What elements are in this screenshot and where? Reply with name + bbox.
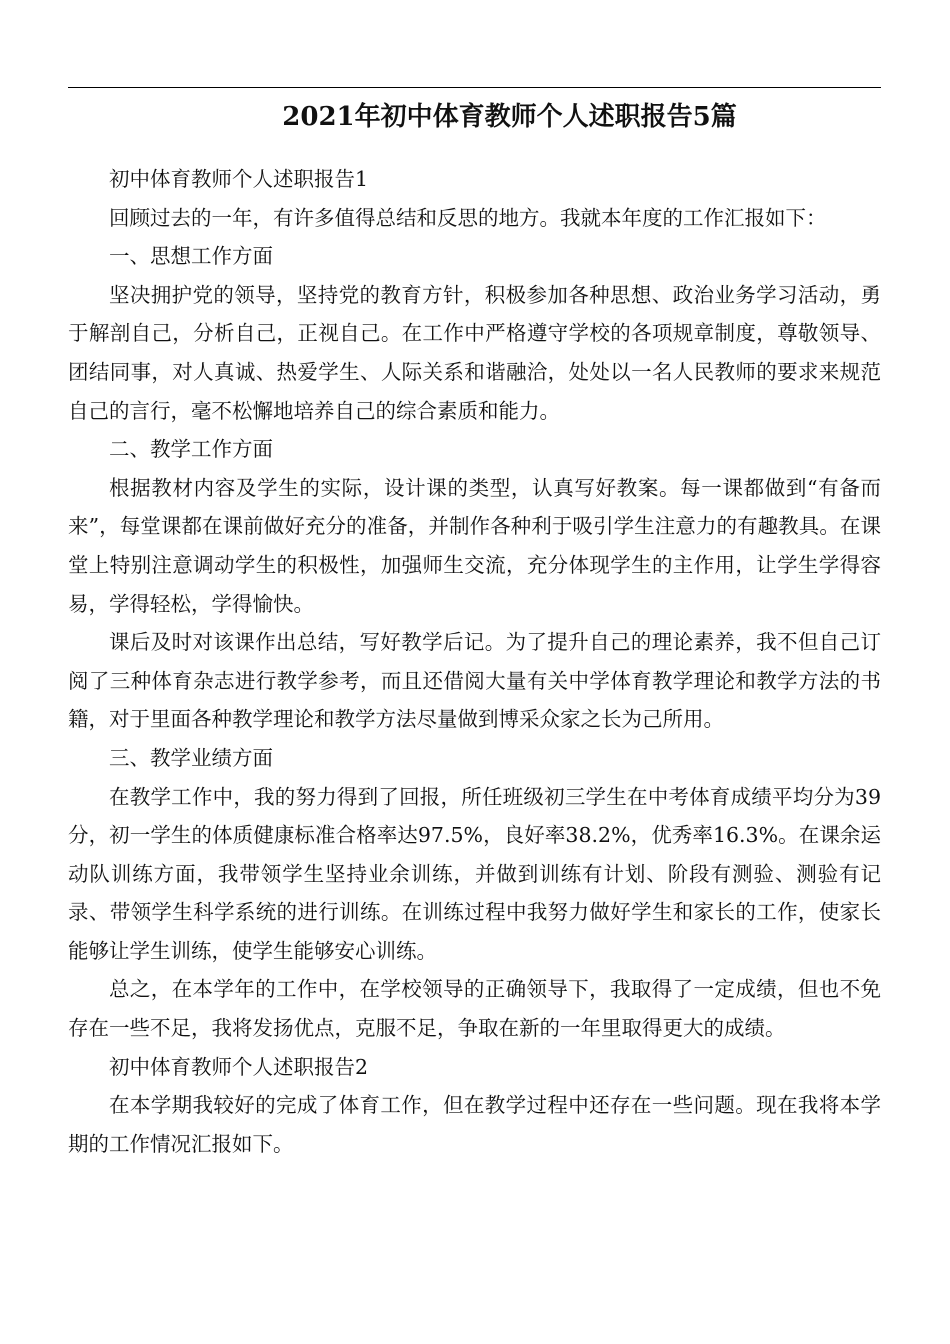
- section-heading-teaching: 二、教学工作方面: [109, 437, 273, 462]
- teaching-paragraph-1: 根据教材内容及学生的实际，设计课的类型，认真写好教案。每一课都做到“有备而来”，每堂课都在课前做好充分的准备，并制作各种利于吸引学生注意力的有趣教具。在课堂上特别注意调动学生的积极性，加强师生交流，充分体现学生的主作用，让学生学得容易，学得轻松，学得愉快。: [68, 475, 881, 616]
- section-heading-report-1: 初中体育教师个人述职报告1: [109, 167, 369, 191]
- section-heading-report-2: 初中体育教师个人述职报告2: [109, 1054, 369, 1079]
- section-heading-ideology: 一、思想工作方面: [109, 244, 273, 269]
- section-heading-performance: 三、教学业绩方面: [109, 745, 273, 770]
- intro-paragraph: 回顾过去的一年，有许多值得总结和反思的地方。我就本年度的工作汇报如下：: [109, 205, 827, 230]
- document-title: 2021年初中体育教师个人述职报告5篇: [282, 102, 737, 132]
- report-2-intro-paragraph: 在本学期我较好的完成了体育工作，但在教学过程中还存在一些问题。现在我将本学期的工作情况汇报如下。: [68, 1093, 881, 1156]
- ideology-paragraph: 坚决拥护党的领导，坚持党的教育方针，积极参加各种思想、政治业务学习活动，勇于解剖自己，分析自己，正视自己。在工作中严格遵守学校的各项规章制度，尊敬领导、团结同事，对人真诚、热爱学生、人际关系和谐融洽，处处以一名人民教师的要求来规范自己的言行，毫不松懈地培养自己的综合素质和能力。: [68, 282, 881, 423]
- teaching-paragraph-2: 课后及时对该课作出总结，写好教学后记。为了提升自己的理论素养，我不但自己订阅了三种体育杂志进行教学参考，而且还借阅大量有关中学体育教学理论和教学方法的书籍，对于里面各种教学理论和教学方法尽量做到博采众家之长为己所用。: [68, 630, 881, 732]
- summary-paragraph: 总之，在本学年的工作中，在学校领导的正确领导下，我取得了一定成绩，但也不免存在一些不足，我将发扬优点，克服不足，争取在新的一年里取得更大的成绩。: [68, 977, 881, 1041]
- performance-paragraph: 在教学工作中，我的努力得到了回报，所任班级初三学生在中考体育成绩平均分为39分，初一学生的体质健康标准合格率达97.5%，良好率38.2%，优秀率16.3%。在课余运动队训练方面，我带领学生坚持业余训练，并做到训练有计划、阶段有测验、测验有记录、带领学生科学系统的进行训练。在训练过程中我努力做好学生和家长的工作，使家长能够让学生训练，使学生能够安心训练。: [68, 784, 881, 963]
- document-body: [68, 160, 881, 1163]
- header-rule: [68, 87, 881, 88]
